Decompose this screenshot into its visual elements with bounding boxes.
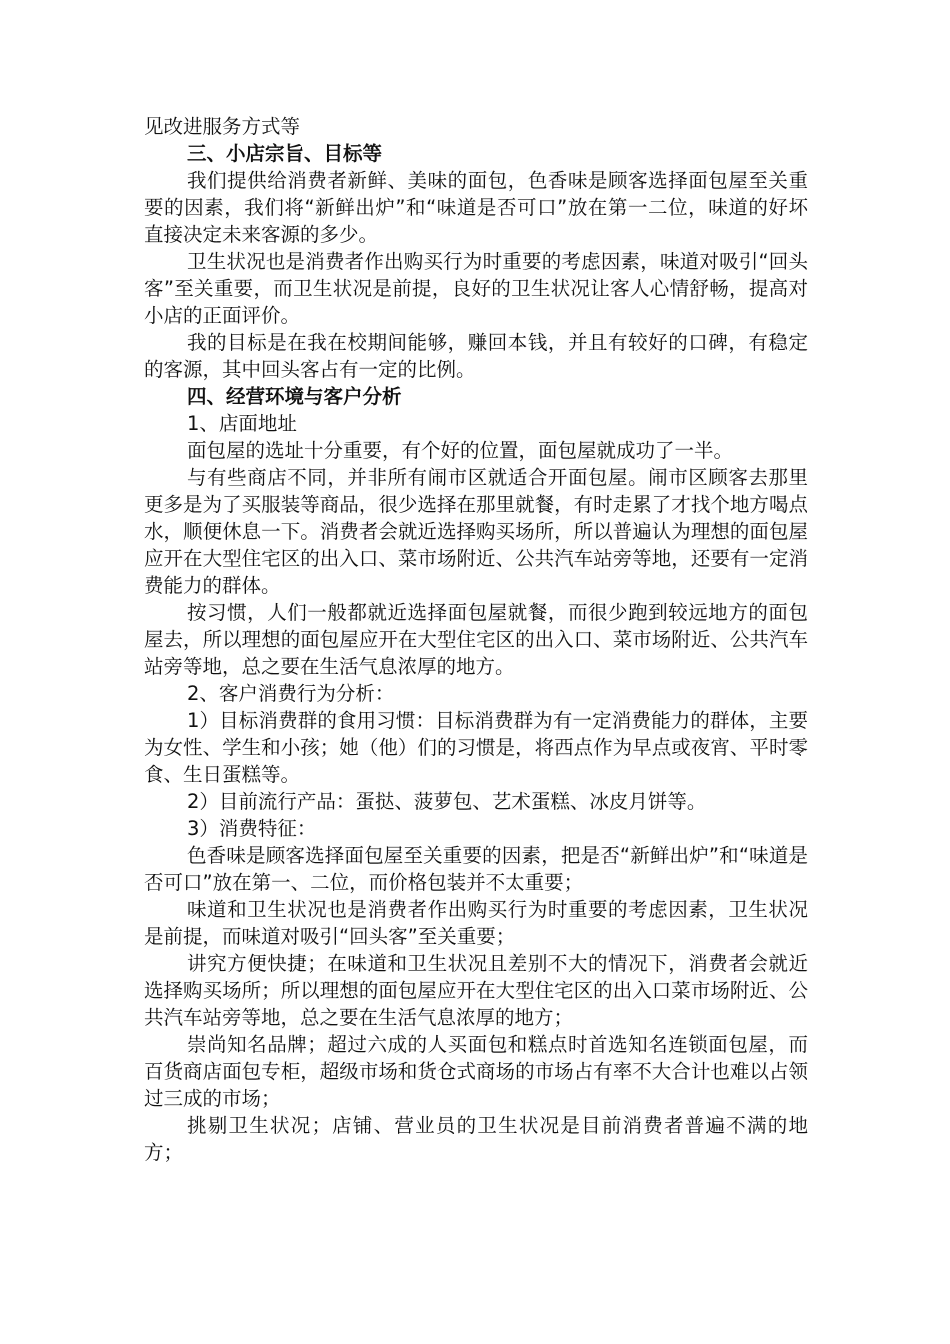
paragraph: 崇尚知名品牌；超过六成的人买面包和糕点时首选知名连锁面包屋，而百货商店面包专柜，超级市场和货仓式商场的市场占有率不大合计也难以占领过三成的市场； — [144, 1033, 808, 1110]
list-item: 2）目前流行产品：蛋挞、菠萝包、艺术蛋糕、冰皮月饼等。 — [187, 790, 707, 813]
paragraph: 按习惯，人们一般都就近选择面包屋就餐，而很少跑到较远地方的面包屋去，所以理想的面包屋应开在大型住宅区的出入口、菜市场附近、公共汽车站旁等地，总之要在生活气息浓厚的地方。 — [144, 601, 808, 678]
section-heading-3: 三、小店宗旨、目标等 — [187, 142, 383, 165]
paragraph: 我们提供给消费者新鲜、美味的面包，色香味是顾客选择面包屋至关重要的因素，我们将“新鲜出炉”和“味道是否可口”放在第一二位，味道的好坏直接决定未来客源的多少。 — [144, 169, 808, 246]
list-item: 3）消费特征： — [187, 817, 317, 840]
paragraph: 与有些商店不同，并非所有闹市区就适合开面包屋。闹市区顾客去那里更多是为了买服装等商品，很少选择在那里就餐，有时走累了才找个地方喝点水，顺便休息一下。消费者会就近选择购买场所，所以普遍认为理想的面包屋应开在大型住宅区的出入口、菜市场附近、公共汽车站旁等地，还要有一定消费能力的群体。 — [144, 466, 808, 597]
section-heading-4: 四、经营环境与客户分析 — [187, 385, 402, 408]
paragraph: 我的目标是在我在校期间能够，赚回本钱，并且有较好的口碑，有稳定的客源，其中回头客占有一定的比例。 — [144, 331, 808, 381]
subheading: 1、店面地址 — [187, 412, 297, 435]
subheading: 2、客户消费行为分析： — [187, 682, 395, 705]
paragraph: 讲究方便快捷；在味道和卫生状况且差别不大的情况下，消费者会就近选择购买场所；所以理想的面包屋应开在大型住宅区的出入口菜市场附近、公共汽车站旁等地，总之要在生活气息浓厚的地方； — [144, 952, 808, 1029]
paragraph: 面包屋的选址十分重要，有个好的位置，面包屋就成功了一半。 — [187, 439, 734, 462]
paragraph: 味道和卫生状况也是消费者作出购买行为时重要的考虑因素，卫生状况是前提，而味道对吸引“回头客”至关重要； — [144, 898, 808, 948]
paragraph: 挑剔卫生状况；店铺、营业员的卫生状况是目前消费者普遍不满的地方； — [144, 1114, 808, 1164]
paragraph-continuation: 见改进服务方式等 — [144, 115, 301, 138]
paragraph: 卫生状况也是消费者作出购买行为时重要的考虑因素，味道对吸引“回头客”至关重要，而卫生状况是前提，良好的卫生状况让客人心情舒畅，提高对小店的正面评价。 — [144, 250, 808, 327]
list-item: 1）目标消费群的食用习惯：目标消费群为有一定消费能力的群体，主要为女性、学生和小孩；她（他）们的习惯是，将西点作为早点或夜宵、平时零食、生日蛋糕等。 — [144, 709, 808, 786]
document-page — [144, 113, 808, 1166]
paragraph: 色香味是顾客选择面包屋至关重要的因素，把是否“新鲜出炉”和“味道是否可口”放在第一、二位，而价格包装并不太重要； — [144, 844, 808, 894]
